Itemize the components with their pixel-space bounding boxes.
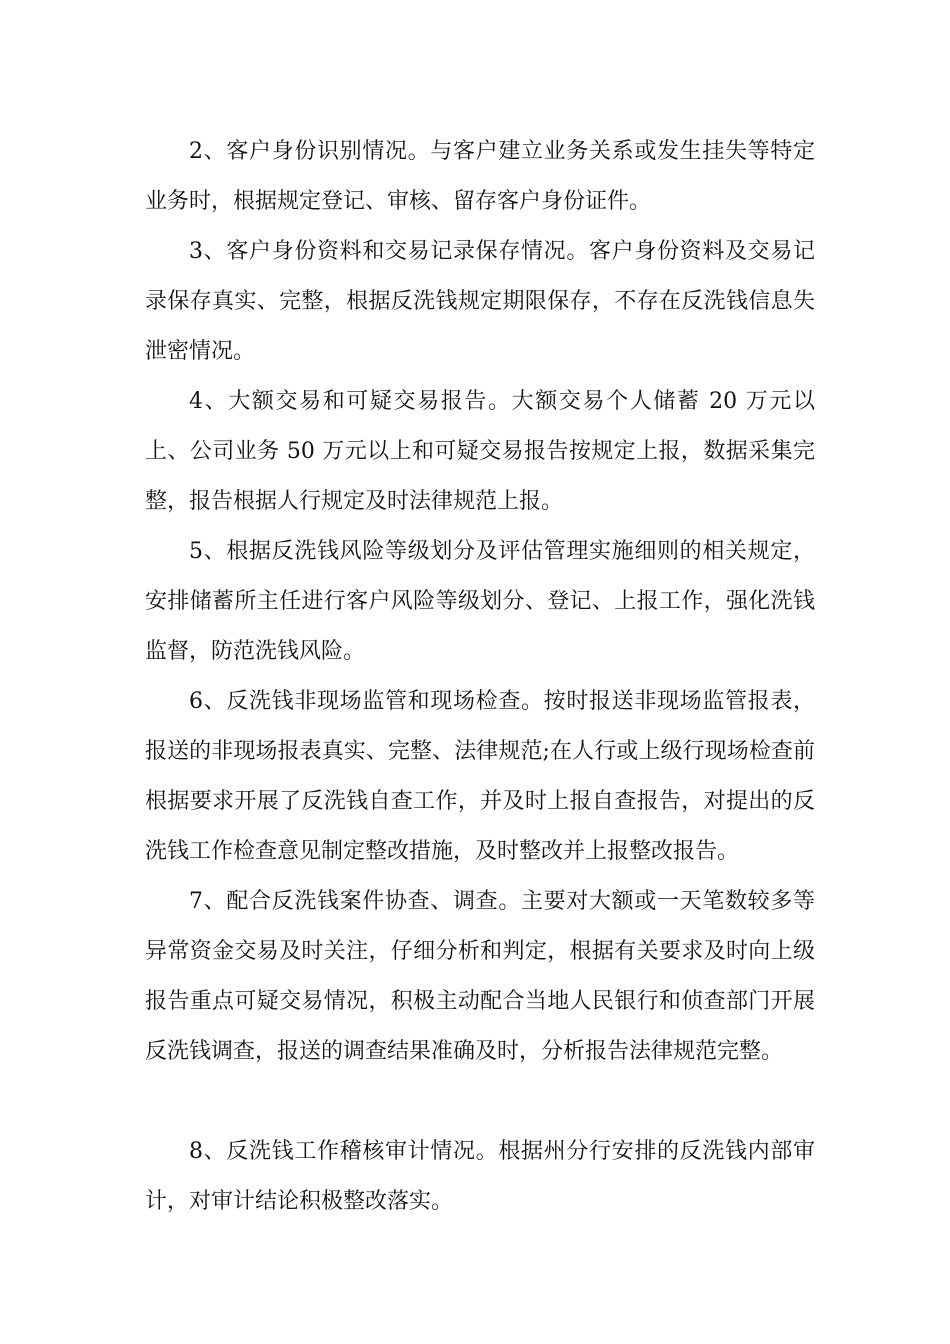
paragraph-audit-status: 8、反洗钱工作稽核审计情况。根据州分行安排的反洗钱内部审计，对审计结论积极整改落实。 <box>145 1139 815 1214</box>
paragraph-offsite-supervision-inspection: 6、反洗钱非现场监管和现场检查。按时报送非现场监管报表，报送的非现场报表真实、完整、法律规范;在人行或上级行现场检查前根据要求开展了反洗钱自查工作，并及时上报自查报告，对提出的反洗钱工作检查意见制定整改措施，及时整改并上报整改报告。 <box>145 689 815 864</box>
paragraph-record-keeping: 3、客户身份资料和交易记录保存情况。客户身份资料及交易记录保存真实、完整，根据反洗钱规定期限保存，不存在反洗钱信息失泄密情况。 <box>145 239 815 364</box>
paragraph-risk-level-classification: 5、根据反洗钱风险等级划分及评估管理实施细则的相关规定，安排储蓄所主任进行客户风险等级划分、登记、上报工作，强化洗钱监督，防范洗钱风险。 <box>145 539 815 664</box>
paragraph-large-suspicious-transaction-report: 4、大额交易和可疑交易报告。大额交易个人储蓄 20 万元以上、公司业务 50 万元以上和可疑交易报告按规定上报，数据采集完整，报告根据人行规定及时法律规范上报。 <box>145 389 815 514</box>
paragraph-case-investigation-cooperation: 7、配合反洗钱案件协查、调查。主要对大额或一天笔数较多等异常资金交易及时关注，仔细分析和判定，根据有关要求及时向上级报告重点可疑交易情况，积极主动配合当地人民银行和侦查部门开展反洗钱调查，报送的调查结果准确及时，分析报告法律规范完整。 <box>145 889 815 1064</box>
paragraph-customer-identification: 2、客户身份识别情况。与客户建立业务关系或发生挂失等特定业务时，根据规定登记、审核、留存客户身份证件。 <box>145 139 815 214</box>
